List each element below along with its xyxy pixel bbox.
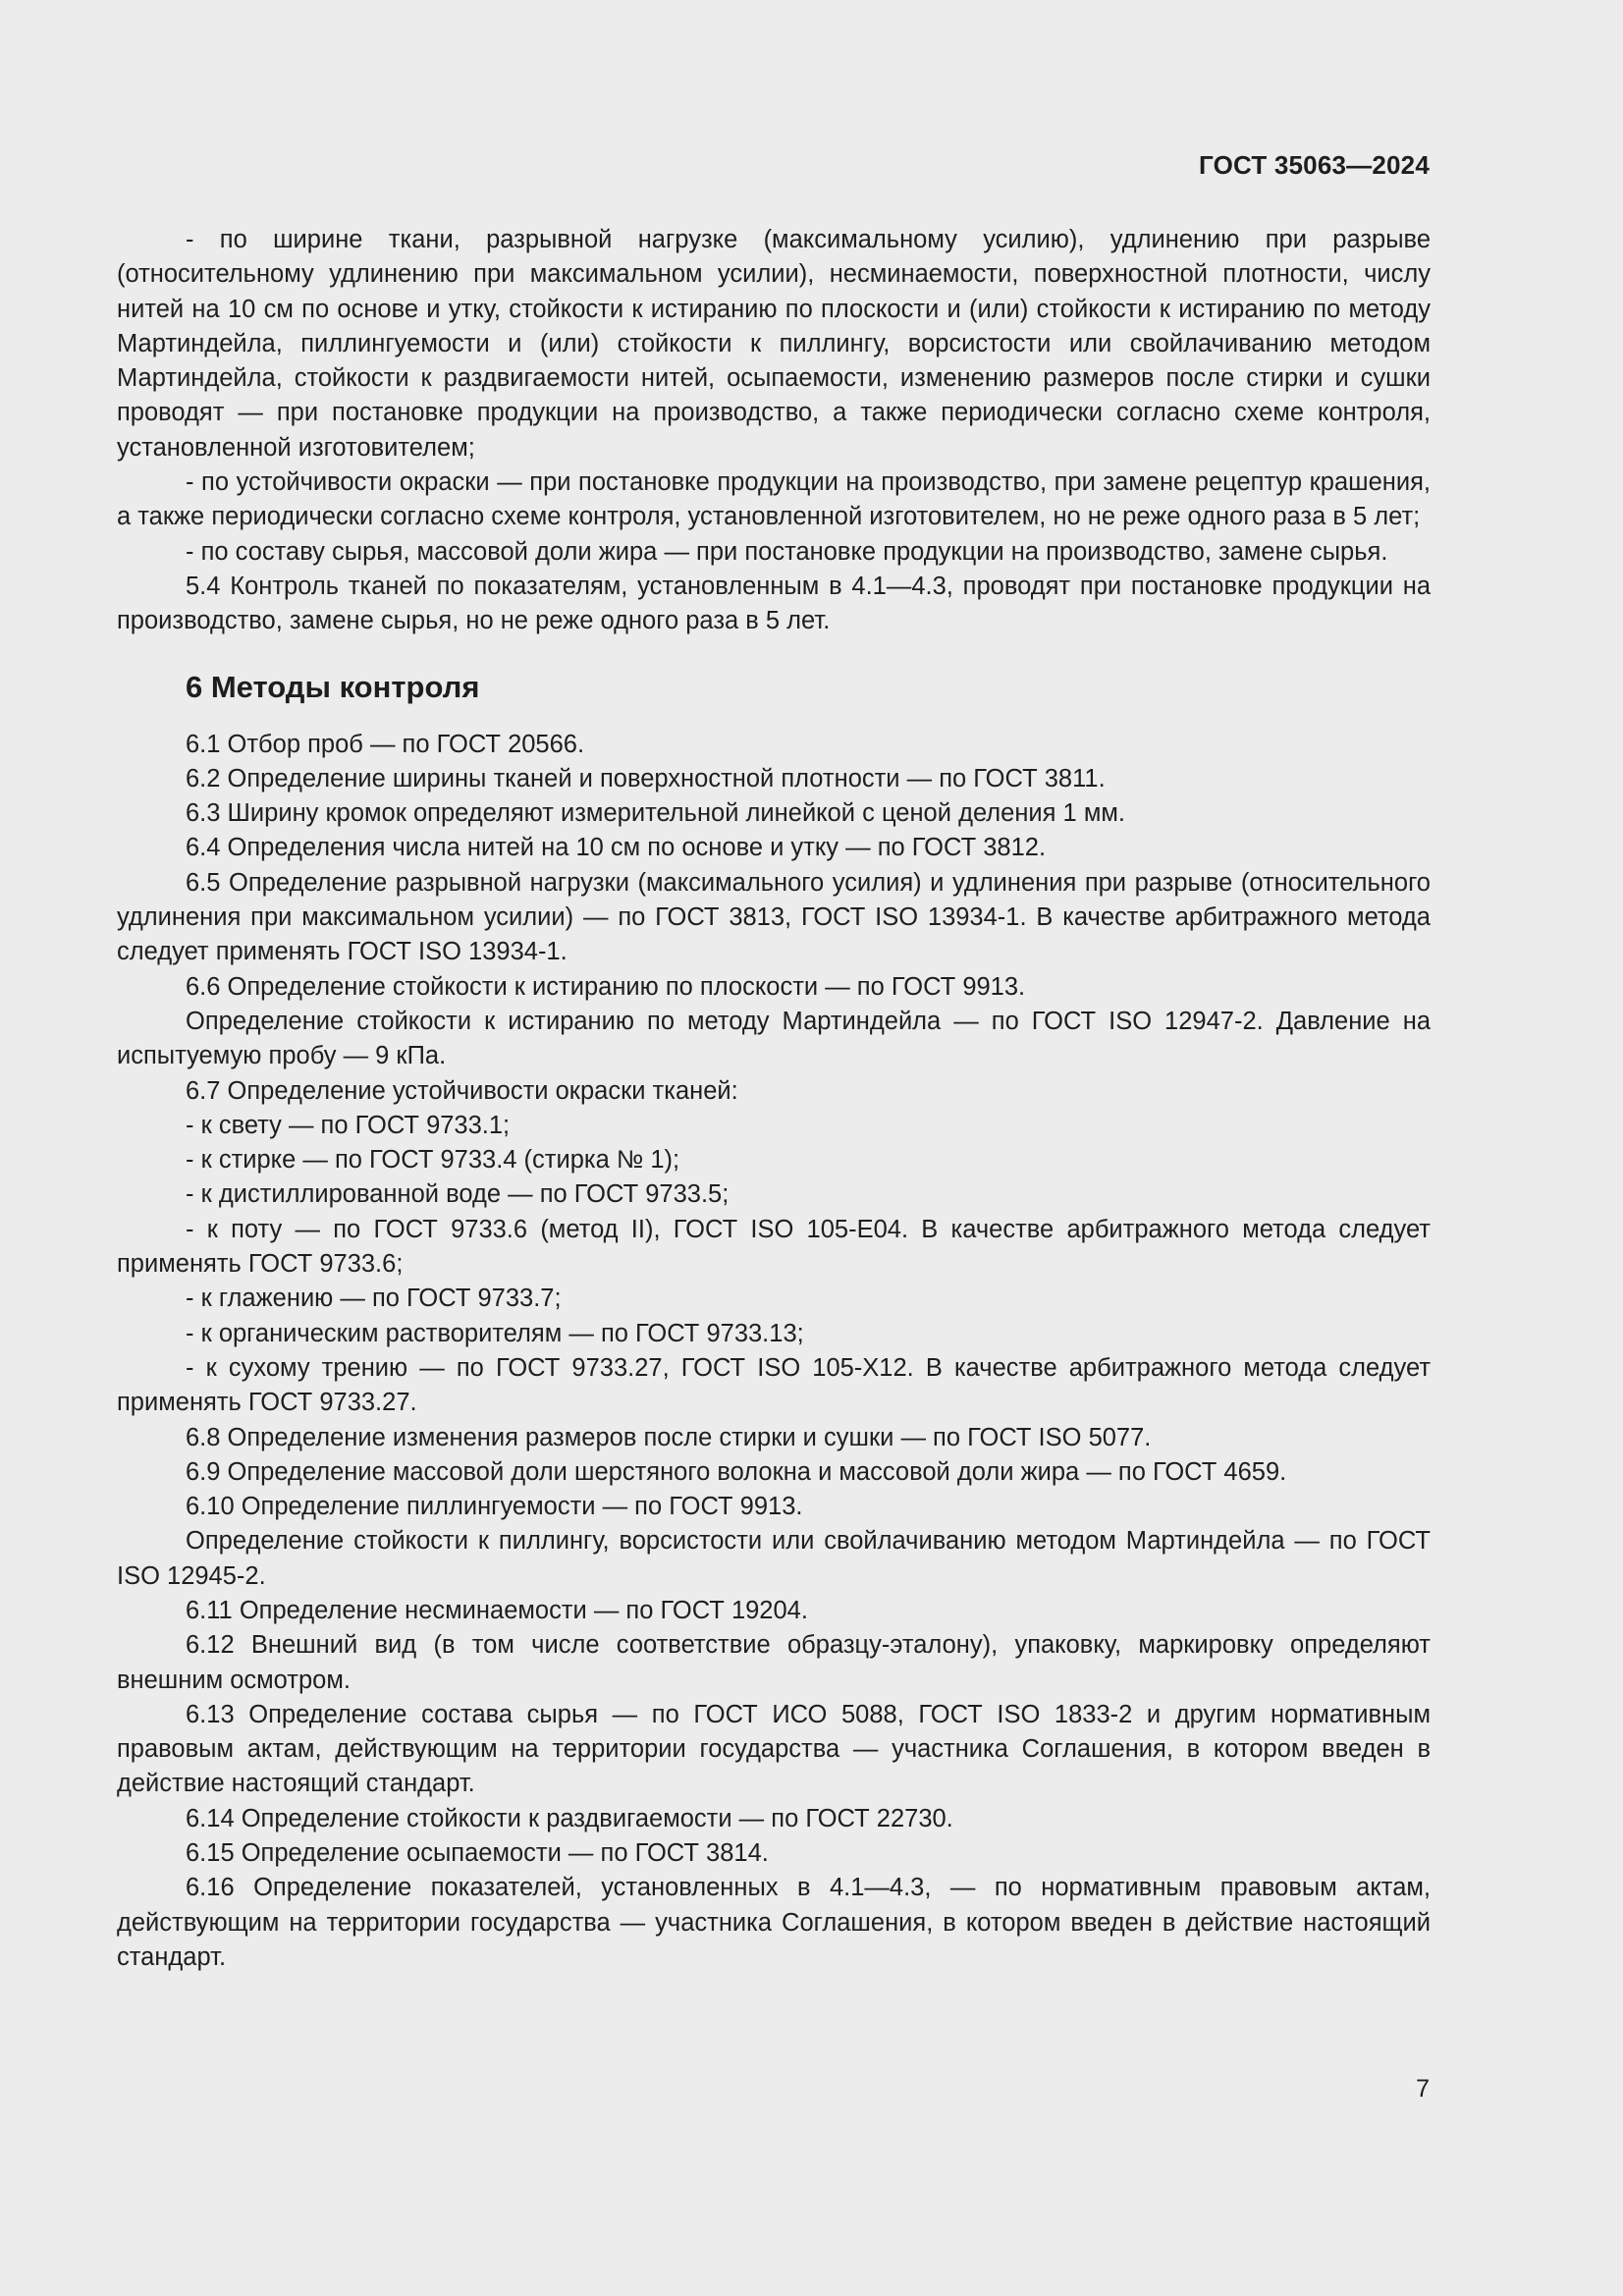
clause-6-10-martindale: Определение стойкости к пиллингу, ворсистости или свойлачиванию методом Мартиндейла — по ГОСТ ISO 12945-2. [117, 1527, 1431, 1590]
clause-6-5: 6.5 Определение разрывной нагрузки (максимального усилия) и удлинения при разрыве (относительного удлинения при максимальном усилии) — по ГОСТ 3813, ГОСТ ISO 13934-1. В качестве арбитражного метода следует применять ГОСТ ISO 13934-1. [117, 868, 1431, 966]
clause-6-6-martindale: Определение стойкости к истиранию по методу Мартиндейла — по ГОСТ ISO 12947-2. Давление на испытуемую пробу — 9 кПа. [117, 1007, 1431, 1070]
list-item: - к поту — по ГОСТ 9733.6 (метод II), ГОСТ ISO 105-E04. В качестве арбитражного метода следует применять ГОСТ 9733.6; [117, 1215, 1431, 1279]
clause-6-2: 6.2 Определение ширины тканей и поверхностной плотности — по ГОСТ 3811. [186, 764, 1106, 793]
list-item: - к стирке — по ГОСТ 9733.4 (стирка № 1); [186, 1146, 680, 1175]
section-title: 6 Методы контроля [186, 669, 480, 704]
paragraph-composition-tests: - по составу сырья, массовой доли жира — при постановке продукции на производство, замене сырья. [186, 537, 1388, 566]
list-item: - к органическим растворителям — по ГОСТ 9733.13; [186, 1319, 804, 1347]
clause-6-13: 6.13 Определение состава сырья — по ГОСТ ИСО 5088, ГОСТ ISO 1833-2 и другим нормативным правовым актам, действующим на территории государства — участника Соглашения, в котором введен в действие настоящий стандарт. [117, 1700, 1431, 1798]
clause-6-1: 6.1 Отбор проб — по ГОСТ 20566. [186, 730, 585, 758]
clause-6-15: 6.15 Определение осыпаемости — по ГОСТ 3814. [186, 1839, 769, 1868]
clause-6-11: 6.11 Определение несминаемости — по ГОСТ 19204. [186, 1596, 808, 1624]
clause-6-9: 6.9 Определение массовой доли шерстяного волокна и массовой доли жира — по ГОСТ 4659. [186, 1457, 1287, 1486]
clause-6-8: 6.8 Определение изменения размеров после стирки и сушки — по ГОСТ ISO 5077. [186, 1423, 1152, 1451]
clause-6-14: 6.14 Определение стойкости к раздвигаемости — по ГОСТ 22730. [186, 1804, 953, 1832]
clause-6-3: 6.3 Ширину кромок определяют измерительной линейкой с ценой деления 1 мм. [186, 799, 1125, 828]
clause-6-12: 6.12 Внешний вид (в том числе соответствие образцу-эталону), упаковку, маркировку определяют внешним осмотром. [117, 1631, 1431, 1694]
paragraph-colorfastness-tests: - по устойчивости окраски — при постановке продукции на производство, при замене рецептур крашения, а также периодически согласно схеме контроля, установленной изготовителем, но не реже одного раза в 5 лет; [117, 468, 1431, 531]
page-number: 7 [1416, 2075, 1430, 2103]
clause-5-4: 5.4 Контроль тканей по показателям, установленным в 4.1—4.3, проводят при постановке продукции на производство, замене сырья, но не реже одного раза в 5 лет. [117, 572, 1431, 635]
clause-6-16: 6.16 Определение показателей, установленных в 4.1—4.3, — по нормативным правовым актам, действующим на территории государства — участника Соглашения, в котором введен в действие настоящий стандарт. [117, 1874, 1431, 1971]
list-item: - к свету — по ГОСТ 9733.1; [186, 1111, 511, 1139]
clause-6-6: 6.6 Определение стойкости к истиранию по плоскости — по ГОСТ 9913. [186, 972, 1026, 1001]
list-item: - к дистиллированной воде — по ГОСТ 9733.5; [186, 1180, 730, 1209]
clause-6-4: 6.4 Определения числа нитей на 10 см по основе и утку — по ГОСТ 3812. [186, 834, 1047, 862]
document-code-header: ГОСТ 35063—2024 [1199, 150, 1430, 180]
page-body [117, 223, 1431, 1975]
list-item: - к глажению — по ГОСТ 9733.7; [186, 1285, 562, 1313]
list-item: - к сухому трению — по ГОСТ 9733.27, ГОСТ ISO 105-X12. В качестве арбитражного метода следует применять ГОСТ 9733.27. [117, 1353, 1431, 1417]
clause-6-10: 6.10 Определение пиллингуемости — по ГОСТ 9913. [186, 1493, 803, 1521]
paragraph-width-tests: - по ширине ткани, разрывной нагрузке (максимальному усилию), удлинению при разрыве (относительному удлинению при максимальном усилии), несминаемости, поверхностной плотности, числу нитей на 10 см по основе и утку, стойкости к истиранию по плоскости и (или) стойкости к истиранию по методу Мартиндейла, пиллингуемости и (или) стойкости к пиллингу, ворсистости или свойлачиванию методом Мартиндейла, стойкости к раздвигаемости нитей, осыпаемости, изменению размеров после стирки и сушки проводят — при постановке продукции на производство, а также периодически согласно схеме контроля, установленной изготовителем; [117, 226, 1431, 462]
clause-6-7: 6.7 Определение устойчивости окраски тканей: [186, 1076, 738, 1105]
